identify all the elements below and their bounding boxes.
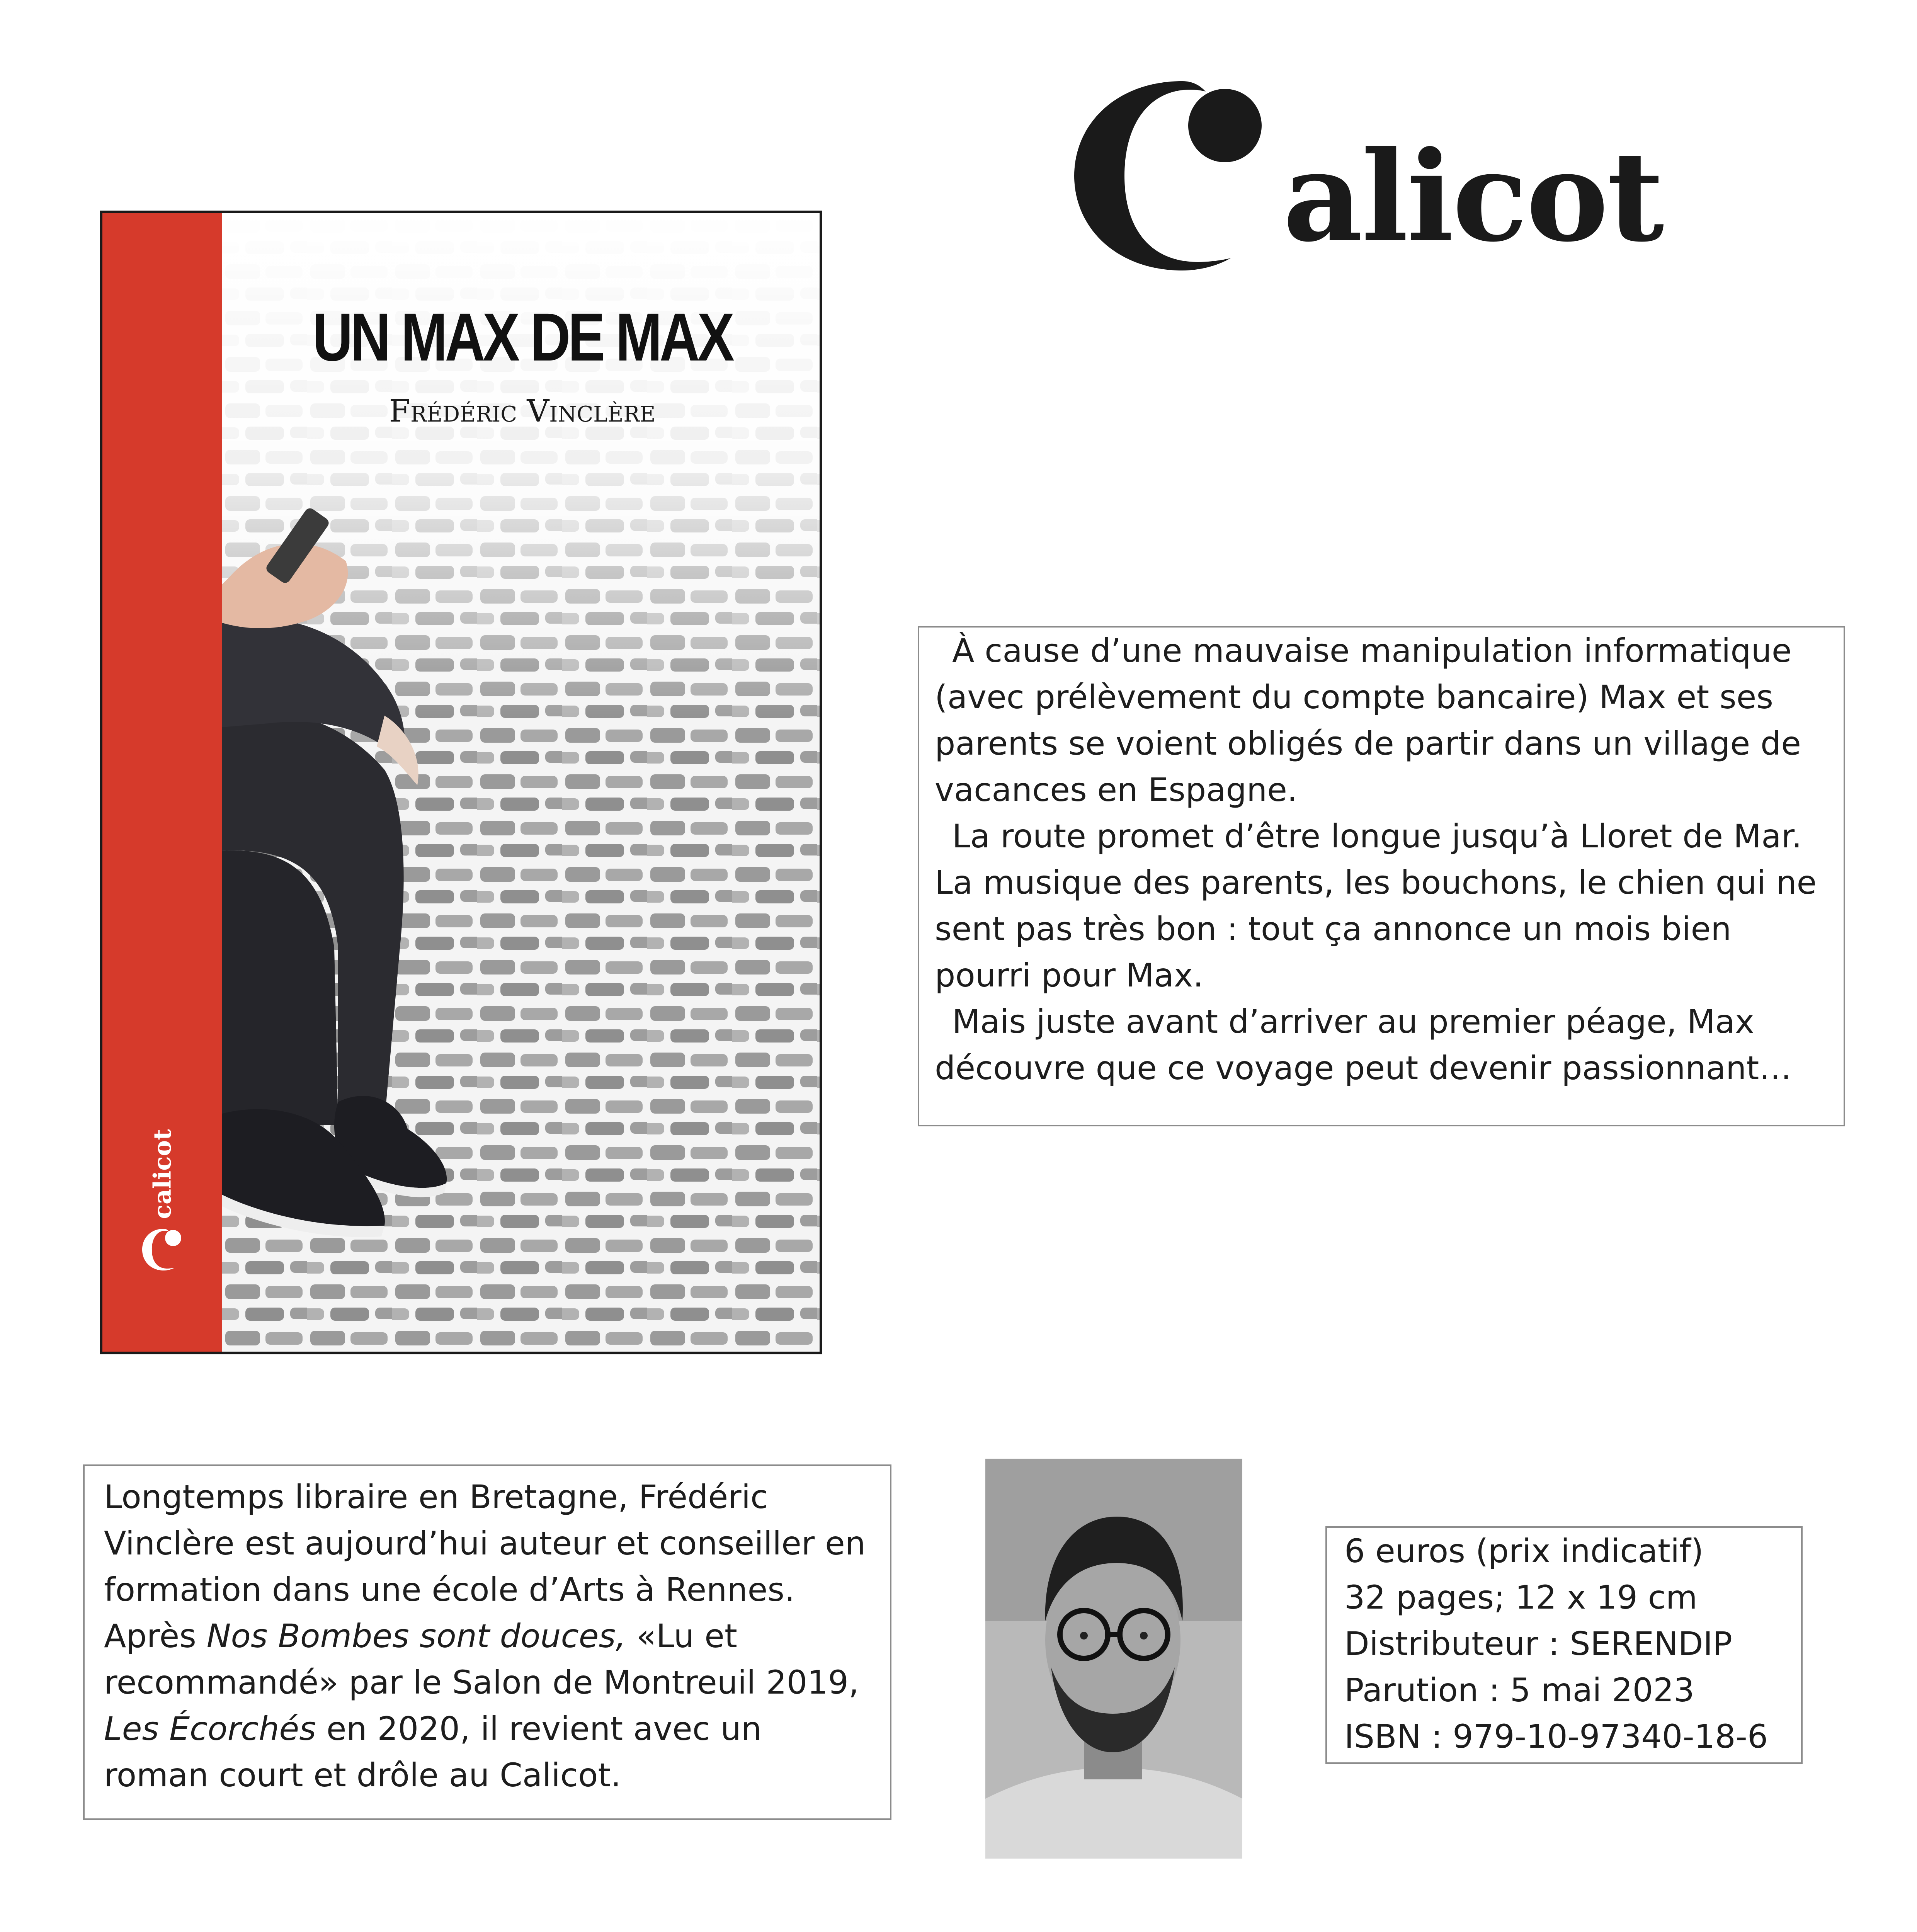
book-distributor: Distributeur : SERENDIP [1344, 1625, 1733, 1663]
cover-spine-publisher: calicot [148, 1129, 177, 1219]
bio-works [104, 1613, 874, 1798]
cover-illustration [222, 213, 822, 1354]
book-release-date: Parution : 5 mai 2023 [1344, 1671, 1694, 1709]
author-bio [83, 1464, 891, 1820]
book-cover [100, 211, 822, 1354]
cover-title: UN MAX DE MAX [312, 299, 732, 375]
bio-intro: Longtemps libraire en Bretagne, Frédéric Vinclère est aujourd’hui auteur et conseiller en formation dans une école d’Arts à Rennes. [104, 1478, 866, 1609]
bio-works-suffix: en 2020, il revient avec un roman court et drôle au Calicot. [104, 1710, 762, 1794]
book-summary [918, 626, 1845, 1126]
bio-works-prefix: Après [104, 1617, 207, 1655]
book-format: 32 pages; 12 x 19 cm [1344, 1578, 1698, 1616]
summary-paragraph: À cause d’une mauvaise manipulation informatique (avec prélèvement du compte bancaire) Max et ses parents se voient obligés de partir dans un village de vacances en Espagne. [935, 632, 1801, 809]
author-photo [985, 1459, 1242, 1859]
cover-spine-logo-icon [139, 1226, 185, 1272]
book-isbn: ISBN : 979-10-97340-18-6 [1344, 1718, 1768, 1755]
cover-spine [102, 213, 222, 1352]
bio-book-title: Les Écorchés [104, 1710, 316, 1748]
cover-author: Frédéric Vinclère [389, 393, 656, 429]
summary-paragraph: La route promet d’être longue jusqu’à Lloret de Mar. La musique des parents, les bouchons, le chien qui ne sent pas très bon : tout ça annonce un mois bien pourri pour Max. [935, 817, 1817, 994]
book-facts [1325, 1526, 1803, 1764]
summary-paragraph: Mais juste avant d’arriver au premier péage, Max découvre que ce voyage peut devenir passionnant… [935, 1003, 1792, 1087]
publisher-logo [1067, 70, 1663, 278]
calicot-c-mark-icon [1067, 73, 1283, 274]
bio-works-mid: «Lu et recommandé» par le Salon de Montreuil 2019, [104, 1617, 859, 1701]
publisher-wordmark: alicot [1283, 124, 1663, 269]
book-price: 6 euros (prix indicatif) [1344, 1532, 1704, 1570]
bio-book-title: Nos Bombes sont douces, [206, 1617, 626, 1655]
